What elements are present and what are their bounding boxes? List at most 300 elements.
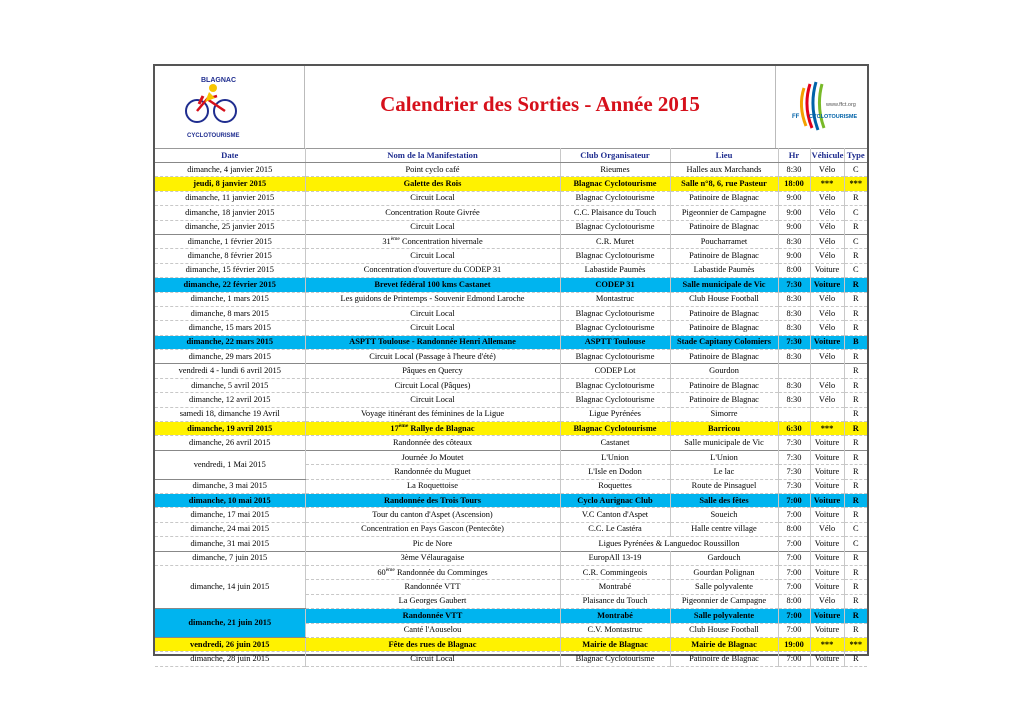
cell-name: Les guidons de Printemps - Souvenir Edmond Laroche xyxy=(305,292,560,306)
cell-club: Cyclo Aurignac Club xyxy=(560,493,670,507)
name-number: 31 xyxy=(382,236,391,246)
cell-hr: 7:00 xyxy=(778,508,810,522)
table-row xyxy=(155,378,867,392)
cell-name: Galette des Rois xyxy=(305,177,560,191)
cell-lieu: Halle centre village xyxy=(670,522,778,536)
cell-hr: 19:00 xyxy=(778,637,810,651)
cell-club: Blagnac Cyclotourisme xyxy=(560,220,670,234)
cell-date: dimanche, 8 mars 2015 xyxy=(155,306,305,320)
cell-name xyxy=(305,422,560,436)
cell-date: dimanche, 24 mai 2015 xyxy=(155,522,305,536)
cell-club: Blagnac Cyclotourisme xyxy=(560,350,670,364)
cell-date: vendredi 4 - lundi 6 avril 2015 xyxy=(155,364,305,378)
cell-vehicule: Voiture xyxy=(810,493,844,507)
cell-vehicule: Vélo xyxy=(810,234,844,248)
cell-vehicule: Vélo xyxy=(810,522,844,536)
cell-hr: 7:30 xyxy=(778,450,810,464)
cell-name: Circuit Local (Passage à l'heure d'été) xyxy=(305,350,560,364)
sheet-header xyxy=(155,66,867,149)
cell-hr: 7:00 xyxy=(778,537,810,551)
cell-club: C.R. Commingeois xyxy=(560,565,670,579)
cell-name: Circuit Local (Pâques) xyxy=(305,378,560,392)
cell-date: dimanche, 22 mars 2015 xyxy=(155,335,305,349)
cell-lieu: Gardouch xyxy=(670,551,778,565)
table-row xyxy=(155,350,867,364)
cell-club: Rieumes xyxy=(560,163,670,177)
cell-club: Labastide Paumès xyxy=(560,263,670,277)
name-number: 60 xyxy=(377,567,386,577)
cell-date: dimanche, 1 février 2015 xyxy=(155,234,305,248)
page-title: Calendrier des Sorties - Année 2015 xyxy=(380,92,700,116)
cell-lieu: Salle municipale de Vic xyxy=(670,436,778,450)
cell-name: Randonnée du Muguet xyxy=(305,465,560,479)
logo-bottom-text: CYCLOTOURISME xyxy=(187,133,240,139)
cell-type: R xyxy=(844,378,867,392)
cell-type: R xyxy=(844,350,867,364)
cell-lieu: Simorre xyxy=(670,407,778,421)
ffct-ff-text: FF xyxy=(792,114,800,120)
cell-club: V.C Canton d'Aspet xyxy=(560,508,670,522)
cell-lieu: Patinoire de Blagnac xyxy=(670,249,778,263)
ffct-logo-icon xyxy=(776,66,867,148)
cell-club: Blagnac Cyclotourisme xyxy=(560,321,670,335)
cell-hr: 7:00 xyxy=(778,623,810,637)
cell-name: Circuit Local xyxy=(305,393,560,407)
cell-name: Pâques en Quercy xyxy=(305,364,560,378)
cell-name: Randonnée des côteaux xyxy=(305,436,560,450)
name-number: 17 xyxy=(390,423,399,433)
table-row xyxy=(155,321,867,335)
cell-hr: 7:30 xyxy=(778,465,810,479)
cell-lieu: Patinoire de Blagnac xyxy=(670,378,778,392)
cell-lieu: Salle n°8, 6, rue Pasteur xyxy=(670,177,778,191)
cell-lieu: Salle polyvalente xyxy=(670,609,778,623)
cell-date: jeudi, 8 janvier 2015 xyxy=(155,177,305,191)
table-row xyxy=(155,637,867,651)
cell-date: dimanche, 25 janvier 2015 xyxy=(155,220,305,234)
cell-lieu: Club House Football xyxy=(670,292,778,306)
cell-hr: 7:00 xyxy=(778,551,810,565)
cell-vehicule: *** xyxy=(810,637,844,651)
cell-type: R xyxy=(844,407,867,421)
cell-name xyxy=(305,234,560,248)
table-row xyxy=(155,551,867,565)
cell-type: R xyxy=(844,436,867,450)
cell-lieu: Club House Football xyxy=(670,623,778,637)
cell-hr: 8:30 xyxy=(778,393,810,407)
table-row xyxy=(155,335,867,349)
cell-lieu: Gourdon xyxy=(670,364,778,378)
cell-type: *** xyxy=(844,177,867,191)
name-ordinal: ème xyxy=(390,235,400,242)
cell-date: dimanche, 14 juin 2015 xyxy=(155,565,305,608)
cell-lieu: Salle des fêtes xyxy=(670,493,778,507)
cell-hr: 8:30 xyxy=(778,163,810,177)
cell-type: R xyxy=(844,278,867,292)
table-row xyxy=(155,292,867,306)
cell-name: ASPTT Toulouse - Randonnée Henri Allemane xyxy=(305,335,560,349)
cell-hr: 8:00 xyxy=(778,594,810,608)
cell-lieu: Le lac xyxy=(670,465,778,479)
cell-lieu: Salle polyvalente xyxy=(670,580,778,594)
name-text: Rallye de Blagnac xyxy=(408,423,475,433)
cell-vehicule: *** xyxy=(810,177,844,191)
cell-lieu: Patinoire de Blagnac xyxy=(670,306,778,320)
cell-vehicule: Voiture xyxy=(810,450,844,464)
cell-name: Concentration Route Givrée xyxy=(305,206,560,220)
cell-hr: 7:30 xyxy=(778,335,810,349)
cell-vehicule: Vélo xyxy=(810,220,844,234)
cell-vehicule: Voiture xyxy=(810,479,844,493)
cell-date: dimanche, 26 avril 2015 xyxy=(155,436,305,450)
ffct-name-text: CYCLOTOURISME xyxy=(809,114,858,120)
cell-date: dimanche, 4 janvier 2015 xyxy=(155,163,305,177)
cell-hr: 9:00 xyxy=(778,249,810,263)
cell-hr: 8:30 xyxy=(778,350,810,364)
cell-type: R xyxy=(844,479,867,493)
cell-lieu: Patinoire de Blagnac xyxy=(670,191,778,205)
table-row xyxy=(155,306,867,320)
cell-lieu: Patinoire de Blagnac xyxy=(670,393,778,407)
cell-type: R xyxy=(844,364,867,378)
cell-name: Circuit Local xyxy=(305,249,560,263)
cell-date: vendredi, 1 Mai 2015 xyxy=(155,450,305,479)
cell-date: dimanche, 7 juin 2015 xyxy=(155,551,305,565)
table-row xyxy=(155,206,867,220)
cell-type: R xyxy=(844,508,867,522)
cell-vehicule: Vélo xyxy=(810,191,844,205)
cell-vehicule: Vélo xyxy=(810,306,844,320)
cell-type: R xyxy=(844,465,867,479)
table-row xyxy=(155,191,867,205)
cell-date: dimanche, 22 février 2015 xyxy=(155,278,305,292)
cell-lieu: Patinoire de Blagnac xyxy=(670,652,778,666)
cell-lieu: Soueich xyxy=(670,508,778,522)
cell-vehicule: Voiture xyxy=(810,263,844,277)
cell-date: dimanche, 15 mars 2015 xyxy=(155,321,305,335)
cell-lieu: Patinoire de Blagnac xyxy=(670,220,778,234)
cell-type: R xyxy=(844,652,867,666)
cell-type: C xyxy=(844,163,867,177)
cell-type: R xyxy=(844,623,867,637)
cell-vehicule: Vélo xyxy=(810,393,844,407)
cell-club: Ligues Pyrénées & Languedoc Roussillon xyxy=(560,537,778,551)
cell-hr: 8:00 xyxy=(778,522,810,536)
cell-club: Plaisance du Touch xyxy=(560,594,670,608)
cell-name: Circuit Local xyxy=(305,321,560,335)
cell-vehicule: Voiture xyxy=(810,580,844,594)
cell-lieu: Patinoire de Blagnac xyxy=(670,350,778,364)
cell-date: dimanche, 5 avril 2015 xyxy=(155,378,305,392)
col-vehicule: Véhicule xyxy=(810,148,844,163)
col-hr: Hr xyxy=(778,148,810,163)
cell-type: R xyxy=(844,321,867,335)
cell-date: vendredi, 26 juin 2015 xyxy=(155,637,305,651)
ffct-logo xyxy=(775,66,867,148)
cell-name: 3ème Vélauragaise xyxy=(305,551,560,565)
table-row xyxy=(155,220,867,234)
cell-hr: 7:30 xyxy=(778,278,810,292)
cell-vehicule: Voiture xyxy=(810,335,844,349)
cell-vehicule: Voiture xyxy=(810,652,844,666)
cell-date: dimanche, 10 mai 2015 xyxy=(155,493,305,507)
col-name: Nom de la Manifestation xyxy=(305,148,560,163)
name-text: Concentration hivernale xyxy=(399,236,483,246)
cell-vehicule: Voiture xyxy=(810,465,844,479)
cell-lieu: Patinoire de Blagnac xyxy=(670,321,778,335)
cell-club: C.R. Muret xyxy=(560,234,670,248)
cell-vehicule: Vélo xyxy=(810,350,844,364)
cyclist-icon xyxy=(155,66,304,148)
cell-vehicule: Voiture xyxy=(810,508,844,522)
cell-club: Blagnac Cyclotourisme xyxy=(560,378,670,392)
table-row xyxy=(155,479,867,493)
cell-vehicule: Voiture xyxy=(810,609,844,623)
cell-vehicule: Vélo xyxy=(810,292,844,306)
cell-club: EuropAll 13-19 xyxy=(560,551,670,565)
cell-lieu: Route de Pinsaguel xyxy=(670,479,778,493)
cell-date: dimanche, 29 mars 2015 xyxy=(155,350,305,364)
table-row xyxy=(155,177,867,191)
col-lieu: Lieu xyxy=(670,148,778,163)
cell-hr: 6:30 xyxy=(778,422,810,436)
cell-type: R xyxy=(844,565,867,579)
cell-type: R xyxy=(844,191,867,205)
cell-date: dimanche, 31 mai 2015 xyxy=(155,537,305,551)
cell-vehicule: Vélo xyxy=(810,206,844,220)
cell-name: Journée Jo Moutet xyxy=(305,450,560,464)
name-ordinal: ème xyxy=(385,566,395,573)
col-date: Date xyxy=(155,148,305,163)
cell-type: R xyxy=(844,594,867,608)
cell-name: Randonnée VTT xyxy=(305,580,560,594)
cell-hr: 7:30 xyxy=(778,479,810,493)
cell-date: dimanche, 1 mars 2015 xyxy=(155,292,305,306)
calendar-sheet xyxy=(153,64,869,663)
cell-lieu: Pigeonnier de Campagne xyxy=(670,594,778,608)
cell-date: dimanche, 18 janvier 2015 xyxy=(155,206,305,220)
cell-vehicule: Voiture xyxy=(810,565,844,579)
calendar-table xyxy=(155,148,867,667)
cell-hr: 9:00 xyxy=(778,220,810,234)
cell-name: Voyage itinérant des féminines de la Ligue xyxy=(305,407,560,421)
cell-lieu: Barricou xyxy=(670,422,778,436)
cell-type: R xyxy=(844,551,867,565)
cell-club: Montastruc xyxy=(560,292,670,306)
cell-hr: 7:00 xyxy=(778,493,810,507)
cell-type: R xyxy=(844,450,867,464)
cell-type: R xyxy=(844,493,867,507)
cell-lieu: Labastide Paumès xyxy=(670,263,778,277)
table-row xyxy=(155,508,867,522)
cell-lieu: Salle municipale de Vic xyxy=(670,278,778,292)
cell-name xyxy=(305,565,560,579)
table-row xyxy=(155,565,867,579)
cell-type: C xyxy=(844,234,867,248)
cell-type: C xyxy=(844,206,867,220)
blagnac-logo xyxy=(155,66,305,148)
cell-club: Blagnac Cyclotourisme xyxy=(560,177,670,191)
cell-date: dimanche, 28 juin 2015 xyxy=(155,652,305,666)
cell-club: C.V. Montastruc xyxy=(560,623,670,637)
cell-club: CODEP Lot xyxy=(560,364,670,378)
table-row xyxy=(155,249,867,263)
cell-hr: 8:30 xyxy=(778,292,810,306)
cell-name: Circuit Local xyxy=(305,220,560,234)
cell-type: C xyxy=(844,263,867,277)
cell-name: Brevet fédéral 100 kms Castanet xyxy=(305,278,560,292)
name-text: Randonnée du Comminges xyxy=(394,567,488,577)
cell-type: R xyxy=(844,292,867,306)
cell-club: ASPTT Toulouse xyxy=(560,335,670,349)
col-type: Type xyxy=(844,148,867,163)
cell-type: R xyxy=(844,306,867,320)
table-row xyxy=(155,234,867,248)
table-row xyxy=(155,422,867,436)
cell-club: Ligue Pyrénées xyxy=(560,407,670,421)
cell-vehicule: Voiture xyxy=(810,278,844,292)
cell-club: Blagnac Cyclotourisme xyxy=(560,191,670,205)
cell-vehicule: Voiture xyxy=(810,551,844,565)
cell-type: R xyxy=(844,422,867,436)
cell-club: L'Isle en Dodon xyxy=(560,465,670,479)
cell-name: Pic de Nore xyxy=(305,537,560,551)
cell-date: dimanche, 8 février 2015 xyxy=(155,249,305,263)
table-row xyxy=(155,393,867,407)
col-club: Club Organisateur xyxy=(560,148,670,163)
cell-lieu: Poucharramet xyxy=(670,234,778,248)
table-row xyxy=(155,436,867,450)
cell-name: Tour du canton d'Aspet (Ascension) xyxy=(305,508,560,522)
cell-vehicule: Vélo xyxy=(810,594,844,608)
cell-name: Circuit Local xyxy=(305,652,560,666)
cell-name: Fête des rues de Blagnac xyxy=(305,637,560,651)
cell-name: Randonnée des Trois Tours xyxy=(305,493,560,507)
cell-vehicule xyxy=(810,407,844,421)
cell-type: C xyxy=(844,522,867,536)
cell-club: Montrabé xyxy=(560,580,670,594)
table-row xyxy=(155,609,867,623)
cell-name: Point cyclo café xyxy=(305,163,560,177)
cell-name: La Georges Gaubert xyxy=(305,594,560,608)
table-row xyxy=(155,652,867,666)
table-row xyxy=(155,407,867,421)
cell-hr: 8:00 xyxy=(778,263,810,277)
cell-type: *** xyxy=(844,637,867,651)
cell-hr: 8:30 xyxy=(778,378,810,392)
cell-lieu: Halles aux Marchands xyxy=(670,163,778,177)
cell-type: C xyxy=(844,537,867,551)
cell-type: B xyxy=(844,335,867,349)
cell-hr: 9:00 xyxy=(778,191,810,205)
cell-date: samedi 18, dimanche 19 Avril xyxy=(155,407,305,421)
cell-hr: 7:00 xyxy=(778,580,810,594)
cell-type: R xyxy=(844,220,867,234)
cell-lieu: L'Union xyxy=(670,450,778,464)
cell-hr: 7:30 xyxy=(778,436,810,450)
cell-name: Randonnée VTT xyxy=(305,609,560,623)
cell-lieu: Mairie de Blagnac xyxy=(670,637,778,651)
cell-hr: 8:30 xyxy=(778,306,810,320)
cell-hr: 9:00 xyxy=(778,206,810,220)
table-row xyxy=(155,522,867,536)
cell-vehicule: *** xyxy=(810,422,844,436)
cell-vehicule: Vélo xyxy=(810,163,844,177)
cell-club: CODEP 31 xyxy=(560,278,670,292)
cell-club: Blagnac Cyclotourisme xyxy=(560,422,670,436)
cell-name: Canté l'Aouselou xyxy=(305,623,560,637)
cell-lieu: Gourdan Polignan xyxy=(670,565,778,579)
cell-lieu: Stade Capitany Colomiers xyxy=(670,335,778,349)
cell-date: dimanche, 21 juin 2015 xyxy=(155,609,305,638)
table-row xyxy=(155,450,867,464)
cell-date: dimanche, 3 mai 2015 xyxy=(155,479,305,493)
cell-type: R xyxy=(844,580,867,594)
cell-vehicule: Voiture xyxy=(810,537,844,551)
cell-club: Blagnac Cyclotourisme xyxy=(560,249,670,263)
ffct-site-text: www.ffct.org xyxy=(826,102,856,108)
cell-vehicule: Voiture xyxy=(810,623,844,637)
table-row xyxy=(155,278,867,292)
cell-vehicule: Voiture xyxy=(810,436,844,450)
table-row xyxy=(155,163,867,177)
cell-club: C.C. Le Castéra xyxy=(560,522,670,536)
cell-name: Circuit Local xyxy=(305,306,560,320)
cell-club: Blagnac Cyclotourisme xyxy=(560,393,670,407)
cell-hr xyxy=(778,407,810,421)
cell-vehicule: Vélo xyxy=(810,321,844,335)
cell-hr: 7:00 xyxy=(778,652,810,666)
cell-name: La Roquettoise xyxy=(305,479,560,493)
cell-vehicule xyxy=(810,364,844,378)
cell-hr xyxy=(778,364,810,378)
cell-date: dimanche, 19 avril 2015 xyxy=(155,422,305,436)
cell-name: Concentration d'ouverture du CODEP 31 xyxy=(305,263,560,277)
cell-date: dimanche, 12 avril 2015 xyxy=(155,393,305,407)
cell-hr: 7:00 xyxy=(778,609,810,623)
cell-name: Concentration en Pays Gascon (Pentecôte) xyxy=(305,522,560,536)
table-row xyxy=(155,493,867,507)
cell-hr: 18:00 xyxy=(778,177,810,191)
cell-club: C.C. Plaisance du Touch xyxy=(560,206,670,220)
logo-top-text: BLAGNAC xyxy=(201,77,236,84)
cell-club: Mairie de Blagnac xyxy=(560,637,670,651)
cell-club: Montrabé xyxy=(560,609,670,623)
cell-hr: 7:00 xyxy=(778,565,810,579)
table-header-row xyxy=(155,148,867,163)
table-row xyxy=(155,263,867,277)
cell-club: L'Union xyxy=(560,450,670,464)
cell-club: Blagnac Cyclotourisme xyxy=(560,306,670,320)
cell-vehicule: Vélo xyxy=(810,249,844,263)
cell-hr: 8:30 xyxy=(778,234,810,248)
cell-type: R xyxy=(844,393,867,407)
cell-vehicule: Vélo xyxy=(810,378,844,392)
cell-date: dimanche, 15 février 2015 xyxy=(155,263,305,277)
name-ordinal: ème xyxy=(398,422,409,429)
cell-lieu: Pigeonnier de Campagne xyxy=(670,206,778,220)
cell-club: Blagnac Cyclotourisme xyxy=(560,652,670,666)
table-row xyxy=(155,537,867,551)
cell-club: Roquettes xyxy=(560,479,670,493)
cell-name: Circuit Local xyxy=(305,191,560,205)
table-row xyxy=(155,364,867,378)
cell-date: dimanche, 17 mai 2015 xyxy=(155,508,305,522)
cell-type: R xyxy=(844,609,867,623)
cell-date: dimanche, 11 janvier 2015 xyxy=(155,191,305,205)
cell-hr: 8:30 xyxy=(778,321,810,335)
cell-club: Castanet xyxy=(560,436,670,450)
